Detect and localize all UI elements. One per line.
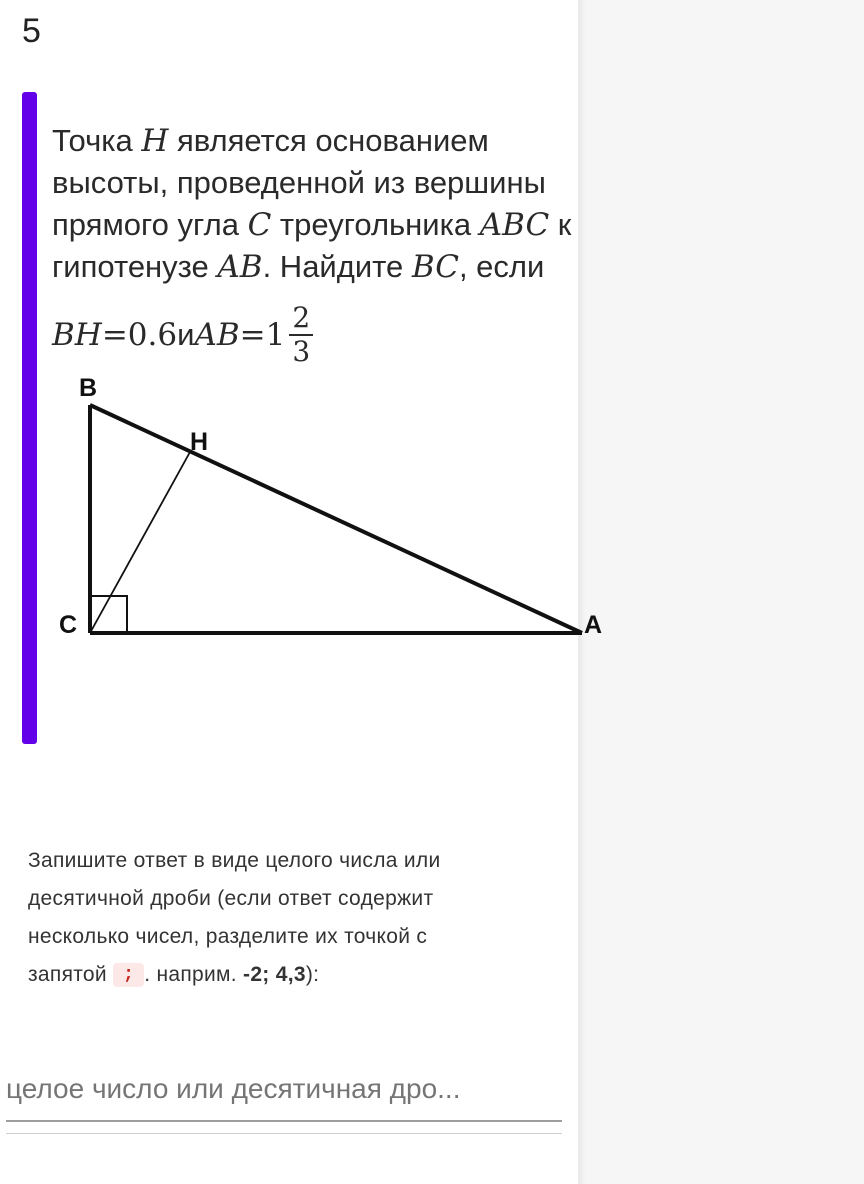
fraction-numerator: 2 [292,301,311,334]
answer-input[interactable] [6,1062,562,1122]
math-abc: ABC [479,207,550,243]
problem-condition [52,300,313,370]
vertex-label-h: H [190,428,209,456]
separator-chip: ; [113,963,144,987]
math-bc: BC [411,249,459,285]
right-gutter [578,0,864,1184]
answer-format-instructions [28,842,548,994]
conjunction: и [177,317,195,352]
math-ab: AB [217,249,263,285]
problem-line-2: высоты, проведенной из вершины [52,165,546,200]
triangle-diagram [50,368,620,658]
vertex-label-a: A [584,611,603,639]
math-h: H [141,123,169,159]
altitude-ch [90,452,190,633]
ab-fraction [289,303,313,367]
instructions-line-3: несколько чисел, разделите их точкой с [28,925,428,948]
vertex-label-c: C [59,611,78,639]
hypotenuse-ab [90,405,582,633]
input-divider [6,1133,562,1134]
instructions-line-2: десятичной дроби (если ответ содержит [28,887,434,910]
right-angle-marker [90,596,127,633]
math-bh: BH [52,317,102,353]
ab-equals: = [239,317,266,353]
fraction-denominator: 3 [292,335,311,368]
instructions-line-1: Запишите ответ в виде целого числа или [28,849,441,872]
question-accent-bar [22,92,37,744]
math-ab-2: AB [194,317,240,353]
math-c: C [247,207,272,243]
bh-value: =0.6 [101,317,178,353]
instructions-line-4: запятой ; . наприм. -2; 4,3): [28,963,320,986]
problem-line-1: Точка H является основанием [52,123,489,159]
problem-statement [52,120,612,288]
ab-whole: 1 [265,317,286,353]
problem-line-4: гипотенузе AB. Найдите BC, если [52,249,545,285]
vertex-label-b: B [79,374,98,402]
example-answer: -2; 4,3 [243,963,306,986]
problem-line-3: прямого угла C треугольника ABC к [52,207,572,243]
question-number: 5 [22,12,41,50]
